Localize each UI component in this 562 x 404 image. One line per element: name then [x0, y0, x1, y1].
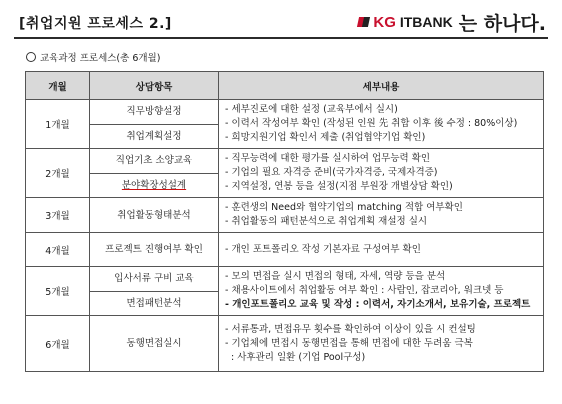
- detail-line: - 모의 면접을 실시 면접의 형태, 자세, 역량 등을 분석: [225, 271, 446, 282]
- detail-line: - 기업의 필요 자격증 준비(국가자격증, 국제자격증): [225, 167, 438, 178]
- detail-cell: [219, 198, 544, 233]
- table-header-row: [26, 72, 544, 100]
- detail-line: - 직무능력에 대한 평가를 실시하여 업무능력 확인: [225, 153, 431, 164]
- circle-bullet-icon: [26, 52, 36, 62]
- item-cell: 취업활동형태분석: [90, 198, 219, 233]
- detail-line: - 지역설정, 연봉 등을 설정(지점 부원장 개별상담 확인): [225, 181, 453, 192]
- detail-cell: [219, 100, 544, 149]
- month-cell: 5개월: [26, 267, 90, 316]
- detail-line: - 이력서 작성여부 확인 (작성된 인원 先 취합 이후 後 수정 : 80%이상): [225, 118, 518, 129]
- brand-logo: [358, 11, 546, 33]
- detail-line: - 기업체에 면접시 동행면접을 통해 면접에 대한 두려움 극복: [225, 337, 473, 349]
- detail-cell: [219, 233, 544, 267]
- header-item: 상담항목: [90, 72, 219, 100]
- item-cell: 직업기초 소양교육: [90, 149, 219, 174]
- process-table: [25, 71, 544, 372]
- detail-line-bold: - 개인포트폴리오 교육 및 작성 : 이력서, 자기소개서, 보유기술, 프로젝트: [225, 299, 531, 310]
- table-row: [26, 100, 544, 125]
- header-divider: [14, 37, 548, 39]
- brand-tagline: 는 하나다.: [458, 12, 546, 35]
- page-title: [취업지원 프로세스 2.]: [19, 16, 172, 32]
- item-cell: 분야확장성설계: [90, 173, 219, 198]
- table-row: [26, 149, 544, 174]
- table-row: [26, 267, 544, 292]
- detail-line: - 훈련생의 Need와 협약기업의 matching 적합 여부확인: [225, 202, 463, 213]
- table-row: [26, 233, 544, 267]
- month-cell: 4개월: [26, 233, 90, 267]
- brand-itbank: ITBANK: [399, 14, 453, 30]
- detail-line: - 서류통과, 면접유무 횟수를 확인하여 이상이 있을 시 컨설팅: [225, 323, 476, 335]
- header-month: 개월: [26, 72, 90, 100]
- detail-line: - 채용사이트에서 취업활동 여부 확인 : 사람인, 잡코리아, 워크넷 등: [225, 285, 504, 296]
- brand-kg: KG: [373, 13, 396, 31]
- item-cell: 직무방향설정: [90, 100, 219, 125]
- kg-logo-icon: [358, 15, 370, 29]
- item-cell: 프로젝트 진행여부 확인: [90, 233, 219, 267]
- subtitle: [26, 50, 160, 64]
- detail-line: : 사후관리 일환 (기업 Pool구성): [225, 351, 366, 363]
- item-cell: 동행면접실시: [90, 316, 219, 372]
- subtitle-text: 교육과정 프로세스(총 6개월): [40, 53, 161, 64]
- detail-line: - 희망지원기업 확인서 제출 (취업협약기업 확인): [225, 132, 426, 143]
- month-cell: 1개월: [26, 100, 90, 149]
- detail-line: - 세부진로에 대한 설정 (교육부에서 실시): [225, 104, 398, 115]
- detail-line: - 개인 포트폴리오 작성 기본자료 구성여부 확인: [225, 243, 421, 255]
- detail-line: - 취업활동의 패턴분석으로 취업계획 재설정 실시: [225, 216, 428, 227]
- detail-cell: [219, 149, 544, 198]
- detail-cell: [219, 316, 544, 372]
- header-detail: 세부내용: [219, 72, 544, 100]
- table-row: [26, 198, 544, 233]
- month-cell: 3개월: [26, 198, 90, 233]
- item-cell: 면접패턴분석: [90, 291, 219, 316]
- item-cell: 입사서류 구비 교육: [90, 267, 219, 292]
- month-cell: 6개월: [26, 316, 90, 372]
- item-cell: 취업계획설정: [90, 124, 219, 149]
- month-cell: 2개월: [26, 149, 90, 198]
- detail-cell: [219, 267, 544, 316]
- table-row: [26, 316, 544, 372]
